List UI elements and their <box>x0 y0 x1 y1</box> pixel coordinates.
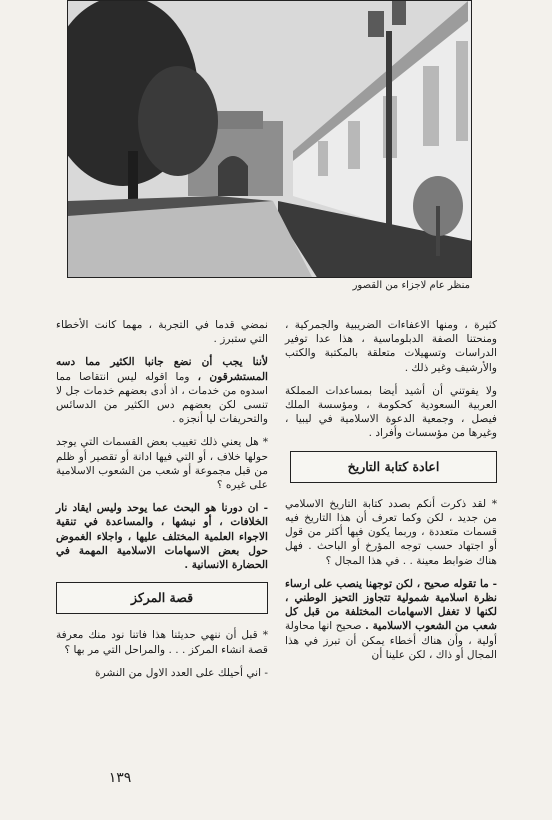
paragraph-continued: وما اقوله ليس انتقاصا مما اسدوه من خدمات ، اذ أدى بعضهم خدمات جل لا تنسى لكن بعضهم دس الكثير من الدسائس والتحريفات ليا أنجزه . <box>56 370 268 426</box>
section-heading-center-story: قصة المركز <box>56 582 268 614</box>
paragraph <box>56 355 268 426</box>
paragraph: نمضي قدما في التجربة ، مهما كانت الأخطاء التي ستبرز . <box>56 319 268 346</box>
photo-caption: منظر عام لاجزاء من القصور <box>352 280 470 291</box>
answer-continued: صحيح انها محاولة أولية ، وأن هناك أخطاء يمكن أن تبرز في هذا المجال أو ذاك ، لكن علينا أن <box>285 620 497 661</box>
paragraph: * هل يعني ذلك تغييب بعض القسمات التي يوجد حولها خلاف ، أو التي فيها ادانة أو تقصير أو ظلم من قبل مجموعة أو شعب من الشعوب الاسلامية على غيره ؟ <box>56 436 268 492</box>
palace-photo <box>67 0 472 278</box>
right-column <box>285 318 497 671</box>
paragraph: ولا يفوتني أن أشيد أيضا بمساعدات المملكة العربية السعودية كحكومة ، ومؤسسة الملك فيصل ، وجمعية الدعوة الاسلامية في ليبيا ، وغيرها من مؤسسات وأفراد . <box>285 384 497 440</box>
palace-photo-illustration <box>68 1 472 278</box>
bold-phrase: لأننا يجب أن نضع جانبا الكثير مما دسه المستشرقون ، <box>56 356 268 383</box>
bold-answer: - ان دورنا هو البحث عما يوحد وليس ايقاد نار الخلافات ، أو نبشها ، والمساعدة في تنقية الاجواء العلمية المختلف عليها ، واجلاء الغموض حول بعض الاسهامات الاسلامية المهمة في الحضارة الانسانية . <box>56 502 268 572</box>
paragraph: * قبل أن ننهي حديثنا هذا فاتنا نود منك معرفة قصة انشاء المركز . . . والمراحل التي مر بها ؟ <box>56 629 268 656</box>
left-column <box>56 318 268 689</box>
paragraph: * لقد ذكرت أنكم بصدد كتابة التاريخ الاسلامي من جديد ، لكن وكما تعرف أن هذا التاريخ فيه قسمات متعددة ، وربما يكون فيها أكثر من قول أو اجتهاد حسب توجه المؤرخ أو الباحث . فهل هناك ضوابط معينة . . في هذا المجال ؟ <box>285 497 497 567</box>
paragraph: كثيرة ، ومنها الاعفاءات الضريبية والجمركية ، ومنحتنا الصفة الدبلوماسية ، هذا عدا توفير الدراسات وتسهيلات متعلقة بالمكتبة والكتب والأرشيف وغير ذلك . <box>285 319 497 374</box>
section-heading-history: اعادة كتابة التاريخ <box>290 451 497 483</box>
paragraph: - اني أحيلك على العدد الاول من النشرة <box>95 666 268 679</box>
bold-answer: - ما تقوله صحيح ، لكن توجهنا ينصب على ارساء نظرة اسلامية شمولية تتجاوز التحيز الوطني ، لكنها لا تغفل الاسهامات المختلفة من قبل كل شعب من الشعوب الاسلامية . <box>285 577 497 633</box>
page-number: ١٣٩ <box>108 770 132 786</box>
paragraph <box>285 577 497 662</box>
